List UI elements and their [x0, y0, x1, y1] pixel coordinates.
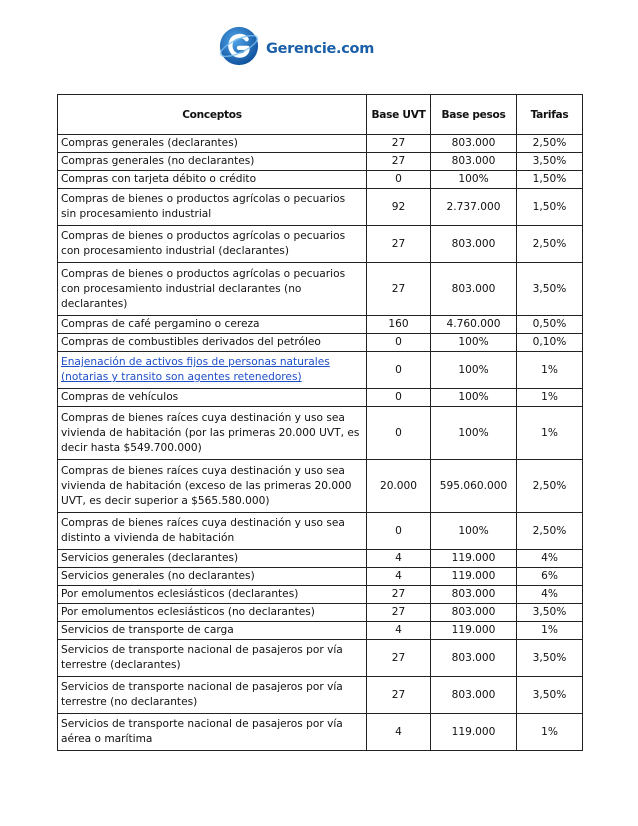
- cell-tarifa: 1%: [517, 389, 583, 407]
- gerencie-logo-icon: [218, 25, 260, 67]
- cell-tarifa: 3,50%: [517, 677, 583, 714]
- header-conceptos: Conceptos: [58, 95, 367, 135]
- cell-tarifa: 2,50%: [517, 226, 583, 263]
- cell-concepto: [58, 352, 367, 389]
- table-row: [58, 171, 583, 189]
- header-base-pesos: Base pesos: [431, 95, 517, 135]
- cell-tarifa: 3,50%: [517, 640, 583, 677]
- cell-base-uvt: 27: [367, 153, 431, 171]
- cell-concepto: Compras de combustibles derivados del petróleo: [58, 334, 367, 352]
- cell-base-pesos: 2.737.000: [431, 189, 517, 226]
- cell-concepto: Compras generales (declarantes): [58, 135, 367, 153]
- table-row: [58, 550, 583, 568]
- cell-base-pesos: 100%: [431, 171, 517, 189]
- table-row: [58, 189, 583, 226]
- cell-base-pesos: 803.000: [431, 586, 517, 604]
- table-row: [58, 135, 583, 153]
- brand-logo: [218, 24, 374, 68]
- cell-tarifa: 3,50%: [517, 604, 583, 622]
- cell-base-uvt: 20.000: [367, 460, 431, 513]
- cell-base-pesos: 803.000: [431, 135, 517, 153]
- table-row: [58, 604, 583, 622]
- cell-base-pesos: 100%: [431, 513, 517, 550]
- table-row: [58, 226, 583, 263]
- cell-concepto: Compras de bienes raíces cuya destinación y uso sea vivienda de habitación (exceso de las primeras 20.000 UVT, es decir superior a $565.580.000): [58, 460, 367, 513]
- cell-base-uvt: 27: [367, 640, 431, 677]
- cell-base-pesos: 803.000: [431, 153, 517, 171]
- cell-tarifa: 3,50%: [517, 263, 583, 316]
- cell-base-pesos: 595.060.000: [431, 460, 517, 513]
- cell-base-uvt: 27: [367, 135, 431, 153]
- cell-base-uvt: 92: [367, 189, 431, 226]
- cell-base-uvt: 4: [367, 714, 431, 751]
- cell-base-uvt: 4: [367, 550, 431, 568]
- cell-base-pesos: 4.760.000: [431, 316, 517, 334]
- cell-base-uvt: 27: [367, 226, 431, 263]
- table-row: [58, 622, 583, 640]
- cell-tarifa: 2,50%: [517, 460, 583, 513]
- cell-base-pesos: 119.000: [431, 550, 517, 568]
- table-row: [58, 460, 583, 513]
- cell-base-uvt: 0: [367, 389, 431, 407]
- cell-base-pesos: 100%: [431, 389, 517, 407]
- cell-base-uvt: 0: [367, 334, 431, 352]
- withholding-rates-table: [57, 94, 583, 751]
- cell-base-pesos: 803.000: [431, 677, 517, 714]
- cell-tarifa: 6%: [517, 568, 583, 586]
- cell-concepto: Compras generales (no declarantes): [58, 153, 367, 171]
- cell-tarifa: 0,10%: [517, 334, 583, 352]
- cell-base-uvt: 27: [367, 677, 431, 714]
- cell-concepto: Compras con tarjeta débito o crédito: [58, 171, 367, 189]
- cell-base-uvt: 0: [367, 407, 431, 460]
- cell-concepto: Compras de bienes raíces cuya destinación y uso sea vivienda de habitación (por las primeras 20.000 UVT, es decir hasta $549.700.000): [58, 407, 367, 460]
- cell-base-pesos: 803.000: [431, 640, 517, 677]
- cell-tarifa: 0,50%: [517, 316, 583, 334]
- cell-base-pesos: 803.000: [431, 263, 517, 316]
- table-row: [58, 586, 583, 604]
- cell-base-pesos: 803.000: [431, 226, 517, 263]
- table-row: [58, 677, 583, 714]
- cell-concepto: Compras de bienes o productos agrícolas o pecuarios sin procesamiento industrial: [58, 189, 367, 226]
- cell-concepto: Servicios de transporte nacional de pasajeros por vía terrestre (no declarantes): [58, 677, 367, 714]
- cell-concepto: Servicios de transporte nacional de pasajeros por vía terrestre (declarantes): [58, 640, 367, 677]
- cell-base-uvt: 0: [367, 171, 431, 189]
- cell-tarifa: 1%: [517, 622, 583, 640]
- cell-base-pesos: 100%: [431, 407, 517, 460]
- concepto-link[interactable]: Enajenación de activos fijos de personas naturales (notarias y transito son agentes retenedores): [61, 356, 330, 383]
- table-row: [58, 640, 583, 677]
- table-row: [58, 334, 583, 352]
- cell-base-pesos: 100%: [431, 352, 517, 389]
- cell-tarifa: 4%: [517, 550, 583, 568]
- cell-concepto: Por emolumentos eclesiásticos (no declarantes): [58, 604, 367, 622]
- cell-concepto: Servicios de transporte nacional de pasajeros por vía aérea o marítima: [58, 714, 367, 751]
- cell-base-uvt: 27: [367, 586, 431, 604]
- cell-base-pesos: 119.000: [431, 568, 517, 586]
- cell-base-uvt: 27: [367, 263, 431, 316]
- cell-tarifa: 1,50%: [517, 171, 583, 189]
- cell-tarifa: 1%: [517, 714, 583, 751]
- cell-tarifa: 2,50%: [517, 135, 583, 153]
- cell-base-pesos: 119.000: [431, 622, 517, 640]
- cell-concepto: Servicios generales (declarantes): [58, 550, 367, 568]
- cell-base-pesos: 119.000: [431, 714, 517, 751]
- cell-base-uvt: 0: [367, 352, 431, 389]
- cell-concepto: Servicios de transporte de carga: [58, 622, 367, 640]
- table-header-row: [58, 95, 583, 135]
- cell-tarifa: 3,50%: [517, 153, 583, 171]
- cell-base-uvt: 27: [367, 604, 431, 622]
- cell-concepto: Compras de bienes o productos agrícolas o pecuarios con procesamiento industrial (declarantes): [58, 226, 367, 263]
- table-row: [58, 153, 583, 171]
- cell-tarifa: 4%: [517, 586, 583, 604]
- cell-concepto: Compras de bienes raíces cuya destinación y uso sea distinto a vivienda de habitación: [58, 513, 367, 550]
- cell-base-uvt: 4: [367, 568, 431, 586]
- table-row: [58, 568, 583, 586]
- cell-tarifa: 1,50%: [517, 189, 583, 226]
- header-base-uvt: Base UVT: [367, 95, 431, 135]
- cell-tarifa: 2,50%: [517, 513, 583, 550]
- cell-concepto: Servicios generales (no declarantes): [58, 568, 367, 586]
- cell-base-uvt: 4: [367, 622, 431, 640]
- cell-tarifa: 1%: [517, 407, 583, 460]
- cell-base-pesos: 100%: [431, 334, 517, 352]
- cell-concepto: Compras de bienes o productos agrícolas o pecuarios con procesamiento industrial declarantes (no declarantes): [58, 263, 367, 316]
- brand-name: Gerencie.com: [266, 41, 375, 57]
- cell-base-uvt: 0: [367, 513, 431, 550]
- cell-base-uvt: 160: [367, 316, 431, 334]
- table-row: [58, 316, 583, 334]
- cell-concepto: Por emolumentos eclesiásticos (declarantes): [58, 586, 367, 604]
- cell-base-pesos: 803.000: [431, 604, 517, 622]
- table-row: [58, 513, 583, 550]
- table-row: [58, 389, 583, 407]
- cell-concepto: Compras de vehículos: [58, 389, 367, 407]
- table-row: [58, 263, 583, 316]
- header-tarifas: Tarifas: [517, 95, 583, 135]
- table-row: [58, 352, 583, 389]
- cell-tarifa: 1%: [517, 352, 583, 389]
- table-row: [58, 714, 583, 751]
- cell-concepto: Compras de café pergamino o cereza: [58, 316, 367, 334]
- table-row: [58, 407, 583, 460]
